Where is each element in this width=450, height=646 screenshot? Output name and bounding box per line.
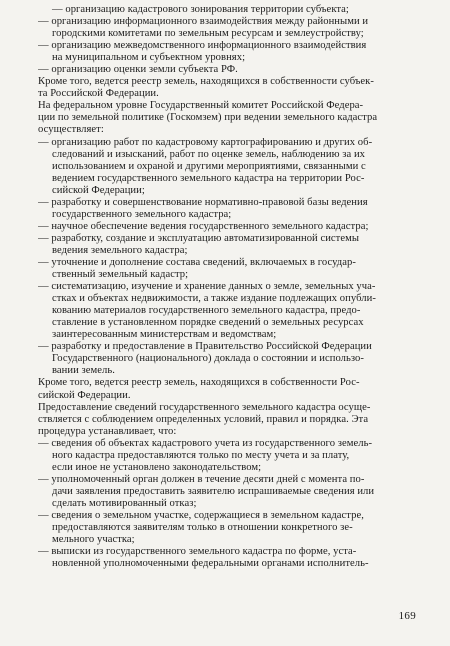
text-line: мельного участка; <box>52 534 135 546</box>
text-line: ного кадастра предоставляются только по месту учета и за плату, <box>52 449 350 461</box>
text-line: — разработку, создание и эксплуатацию автоматизированной системы <box>38 232 360 244</box>
text-line: ведением государственного земельного кадастра на территории Рос- <box>52 172 365 184</box>
text-line: городскими комитетами по земельным ресурсам и землеустройству; <box>52 28 364 40</box>
text-line: осуществляет: <box>38 124 104 136</box>
text-line: — организацию работ по кадастровому картографированию и других об- <box>38 136 373 148</box>
text-line: — сведения о земельном участке, содержащиеся в земельном кадастре, <box>38 509 364 521</box>
text-line: ставление в установленном порядке сведений о земельных ресурсах <box>52 317 364 329</box>
text-line: кованию материалов государственного земельного кадастра, предо- <box>52 305 361 317</box>
text-line: Кроме того, ведется реестр земель, находящихся в собственности Рос- <box>38 377 360 389</box>
text-line: процедура устанавливает, что: <box>38 425 177 437</box>
text-line: Кроме того, ведется реестр земель, находящихся в собственности субъек- <box>38 76 374 88</box>
text-line: Предоставление сведений государственного земельного кадастра осуще- <box>38 401 371 413</box>
text-line: — сведения об объектах кадастрового учета из государственного земель- <box>38 437 373 449</box>
text-line: ственный земельный кадастр; <box>52 269 189 281</box>
text-line: следований и изысканий, работ по оценке земель, наблюдению за их <box>52 148 366 160</box>
page-number: 169 <box>398 610 416 622</box>
document-body <box>38 4 416 570</box>
text-line: государственного земельного кадастра; <box>52 208 232 220</box>
text-line: если иное не установлено законодательством; <box>52 461 262 473</box>
text-line: новленной уполномоченными федеральными органами исполнитель- <box>52 558 369 570</box>
text-line: заинтересованным министерствам и ведомствам; <box>52 329 277 341</box>
text-line: сийской Федерации; <box>52 184 145 196</box>
text-line: — организацию информационного взаимодействия между районными и <box>38 16 369 28</box>
text-line: На федеральном уровне Государственный комитет Российской Федера- <box>38 100 364 112</box>
text-line: — уполномоченный орган должен в течение десяти дней с момента по- <box>38 473 365 485</box>
text-line: предоставляются заявителям только в отношении конкретного зе- <box>52 522 353 534</box>
text-line: — выписки из государственного земельного кадастра по форме, уста- <box>38 546 357 558</box>
text-line: вании земель. <box>52 365 115 377</box>
text-line: — разработку и предоставление в Правительство Российской Федерации <box>38 341 372 353</box>
text-line: Государственного (национального) доклада о состоянии и использо- <box>52 353 364 365</box>
text-line: ции по земельной политике (Госкомзем) при ведении земельного кадастра <box>38 112 378 124</box>
text-line: сийской Федерации. <box>38 389 131 401</box>
text-line: использованием и охраной и другими мероприятиями, связанными с <box>52 160 366 172</box>
text-line: — разработку и совершенствование нормативно-правовой базы ведения <box>38 196 368 208</box>
text-line: — организацию оценки земли субъекта РФ. <box>38 64 238 76</box>
text-line: — организацию кадастрового зонирования территории субъекта; <box>52 4 349 15</box>
text-line: ствляется с соблюдением определенных условий, правил и порядка. Эта <box>38 413 369 425</box>
text-line: — уточнение и дополнение состава сведений, включаемых в государ- <box>38 256 356 268</box>
text-line: на муниципальном и субъектном уровнях; <box>52 52 246 64</box>
text-line: та Российской Федерации. <box>38 88 159 100</box>
text-line: сделать мотивированный отказ; <box>52 497 197 509</box>
text-line: стках и объектах недвижимости, а также издание подлежащих опубли- <box>52 293 376 305</box>
text-line: — систематизацию, изучение и хранение данных о земле, земельных уча- <box>38 281 376 293</box>
text-line: — организацию межведомственного информационного взаимодействия <box>38 40 367 52</box>
text-line: дачи заявления предоставить заявителю испрашиваемые сведения или <box>52 485 375 497</box>
text-line: ведения земельного кадастра; <box>52 244 188 256</box>
text-line: — научное обеспечение ведения государственного земельного кадастра; <box>38 220 369 232</box>
